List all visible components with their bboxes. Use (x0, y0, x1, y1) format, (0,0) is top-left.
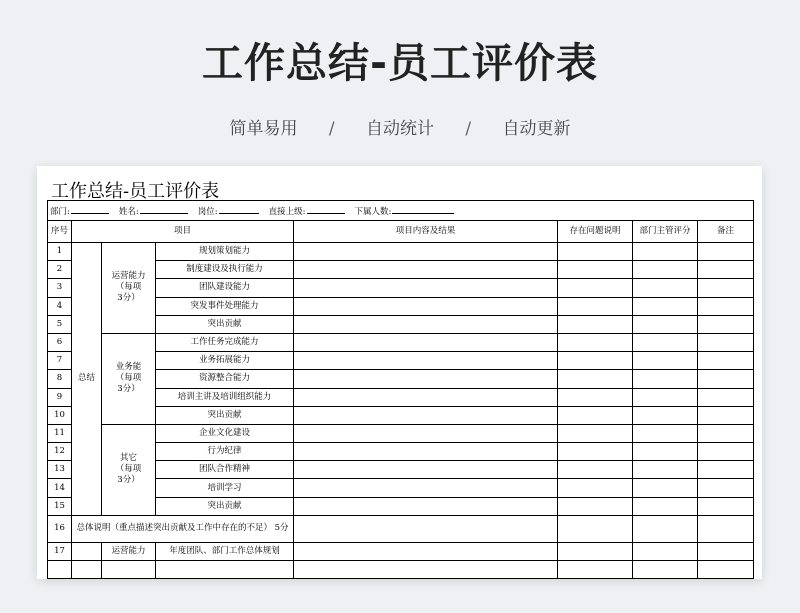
remark-cell (698, 352, 754, 370)
issues-cell (558, 479, 633, 497)
row-seq: 7 (48, 352, 72, 370)
table-row (48, 221, 754, 243)
table-row (48, 201, 754, 221)
item-name (156, 561, 294, 579)
header-seq: 序号 (48, 221, 72, 243)
info-field (198, 204, 259, 218)
remark-cell (698, 561, 754, 579)
score-cell (633, 297, 698, 315)
item-name: 年度团队、部门工作总体规划 (156, 542, 294, 560)
issues-cell (558, 461, 633, 479)
issues-cell (558, 497, 633, 515)
issues-cell (558, 297, 633, 315)
remark-cell (698, 297, 754, 315)
issues-cell (558, 561, 633, 579)
info-field-label: 岗位: (197, 206, 218, 217)
remark-cell (698, 315, 754, 333)
issues-cell (558, 515, 633, 542)
item-name: 业务拓展能力 (156, 352, 294, 370)
feature-auto-stats: 自动统计 (366, 119, 434, 139)
category-label (102, 561, 156, 579)
row-seq: 13 (48, 461, 72, 479)
evaluation-table (47, 200, 754, 579)
info-field-label: 部门: (50, 206, 70, 217)
row-seq: 5 (48, 315, 72, 333)
item-name: 突出贡献 (156, 497, 294, 515)
row-seq: 14 (48, 479, 72, 497)
score-cell (633, 388, 698, 406)
remark-cell (698, 443, 754, 461)
content-cell (294, 497, 558, 515)
content-cell (294, 333, 558, 351)
table-row (48, 424, 754, 442)
row-seq: 9 (48, 388, 72, 406)
content-cell (294, 542, 558, 560)
issues-cell (558, 424, 633, 442)
score-cell (633, 261, 698, 279)
remark-cell (698, 279, 754, 297)
row-seq: 4 (48, 297, 72, 315)
header-remark: 备注 (698, 221, 754, 243)
table-row (48, 542, 754, 560)
table-row (48, 561, 754, 579)
issues-cell (558, 352, 633, 370)
score-cell (633, 333, 698, 351)
row-seq: 2 (48, 261, 72, 279)
issues-cell (558, 370, 633, 388)
table-row (48, 243, 754, 261)
remark-cell (698, 333, 754, 351)
score-cell (633, 279, 698, 297)
remark-cell (698, 261, 754, 279)
issues-cell (558, 406, 633, 424)
score-cell (633, 315, 698, 333)
row-seq: 16 (48, 515, 72, 542)
content-cell (294, 297, 558, 315)
remark-cell (698, 479, 754, 497)
hero-title: 工作总结-员工评价表 (201, 39, 598, 87)
category-label: 其它 （每项 3分） (102, 424, 156, 515)
score-cell (633, 497, 698, 515)
separator: / (328, 119, 335, 139)
info-field (119, 204, 188, 218)
blank-line (219, 204, 259, 214)
row-seq: 3 (48, 279, 72, 297)
header-score: 部门主管评分 (633, 221, 698, 243)
score-cell (633, 461, 698, 479)
content-cell (294, 388, 558, 406)
item-name: 企业文化建设 (156, 424, 294, 442)
score-cell (633, 352, 698, 370)
item-name: 培训主讲及培训组织能力 (156, 388, 294, 406)
feature-tagline (0, 114, 800, 139)
group-label (72, 542, 102, 560)
issues-cell (558, 315, 633, 333)
summary-text: 总体说明（重点描述突出贡献及工作中存在的不足） 5分 (72, 515, 294, 542)
score-cell (633, 542, 698, 560)
content-cell (294, 443, 558, 461)
item-name: 突出贡献 (156, 406, 294, 424)
content-cell (294, 370, 558, 388)
remark-cell (698, 370, 754, 388)
content-cell (294, 406, 558, 424)
info-field-label: 直接上级: (268, 206, 306, 217)
score-cell (633, 424, 698, 442)
score-cell (633, 406, 698, 424)
item-name: 资源整合能力 (156, 370, 294, 388)
content-cell (294, 461, 558, 479)
score-cell (633, 243, 698, 261)
item-name: 突发事件处理能力 (156, 297, 294, 315)
remark-cell (698, 243, 754, 261)
remark-cell (698, 388, 754, 406)
content-cell (294, 315, 558, 333)
issues-cell (558, 542, 633, 560)
group-label: 总结 (72, 243, 102, 516)
remark-cell (698, 497, 754, 515)
blank-line (392, 204, 454, 214)
item-name: 培训学习 (156, 479, 294, 497)
separator: / (465, 119, 472, 139)
content-cell (294, 352, 558, 370)
item-name: 团队合作精神 (156, 461, 294, 479)
info-field-label: 下属人数: (354, 206, 392, 217)
spreadsheet-preview (37, 166, 762, 579)
row-seq: 12 (48, 443, 72, 461)
remark-cell (698, 515, 754, 542)
item-name: 规划策划能力 (156, 243, 294, 261)
info-field-label: 姓名: (118, 206, 139, 217)
row-seq: 11 (48, 424, 72, 442)
header-issues: 存在问题说明 (558, 221, 633, 243)
row-seq: 8 (48, 370, 72, 388)
remark-cell (698, 406, 754, 424)
info-field (355, 204, 455, 218)
item-name: 工作任务完成能力 (156, 333, 294, 351)
content-cell (294, 561, 558, 579)
row-seq: 1 (48, 243, 72, 261)
feature-easy: 简单易用 (229, 119, 298, 139)
info-row (48, 201, 754, 221)
row-seq: 6 (48, 333, 72, 351)
table-row (48, 333, 754, 351)
row-seq: 17 (48, 542, 72, 560)
header-item: 项目 (72, 221, 294, 243)
blank-line (71, 204, 109, 214)
content-cell (294, 479, 558, 497)
score-cell (633, 561, 698, 579)
score-cell (633, 479, 698, 497)
blank-line (307, 204, 345, 214)
info-field (269, 204, 345, 218)
row-seq: 15 (48, 497, 72, 515)
remark-cell (698, 542, 754, 560)
category-label: 运营能力 (102, 542, 156, 560)
item-name: 突出贡献 (156, 315, 294, 333)
table-row (48, 515, 754, 542)
feature-auto-update: 自动更新 (502, 119, 571, 139)
score-cell (633, 443, 698, 461)
content-cell (294, 243, 558, 261)
issues-cell (558, 443, 633, 461)
issues-cell (558, 243, 633, 261)
remark-cell (698, 461, 754, 479)
content-cell (294, 424, 558, 442)
row-seq (48, 561, 72, 579)
issues-cell (558, 261, 633, 279)
category-label: 业务能 （每项 3分） (102, 333, 156, 424)
content-cell (294, 515, 558, 542)
score-cell (633, 515, 698, 542)
sheet-title: 工作总结-员工评价表 (51, 181, 220, 202)
content-cell (294, 261, 558, 279)
score-cell (633, 370, 698, 388)
info-field (50, 204, 109, 218)
row-seq: 10 (48, 406, 72, 424)
issues-cell (558, 388, 633, 406)
item-name: 行为纪律 (156, 443, 294, 461)
remark-cell (698, 424, 754, 442)
issues-cell (558, 279, 633, 297)
item-name: 团队建设能力 (156, 279, 294, 297)
group-label (72, 561, 102, 579)
issues-cell (558, 333, 633, 351)
category-label: 运营能力 （每项 3分） (102, 243, 156, 334)
item-name: 制度建设及执行能力 (156, 261, 294, 279)
header-content: 项目内容及结果 (294, 221, 558, 243)
content-cell (294, 279, 558, 297)
blank-line (140, 204, 188, 214)
